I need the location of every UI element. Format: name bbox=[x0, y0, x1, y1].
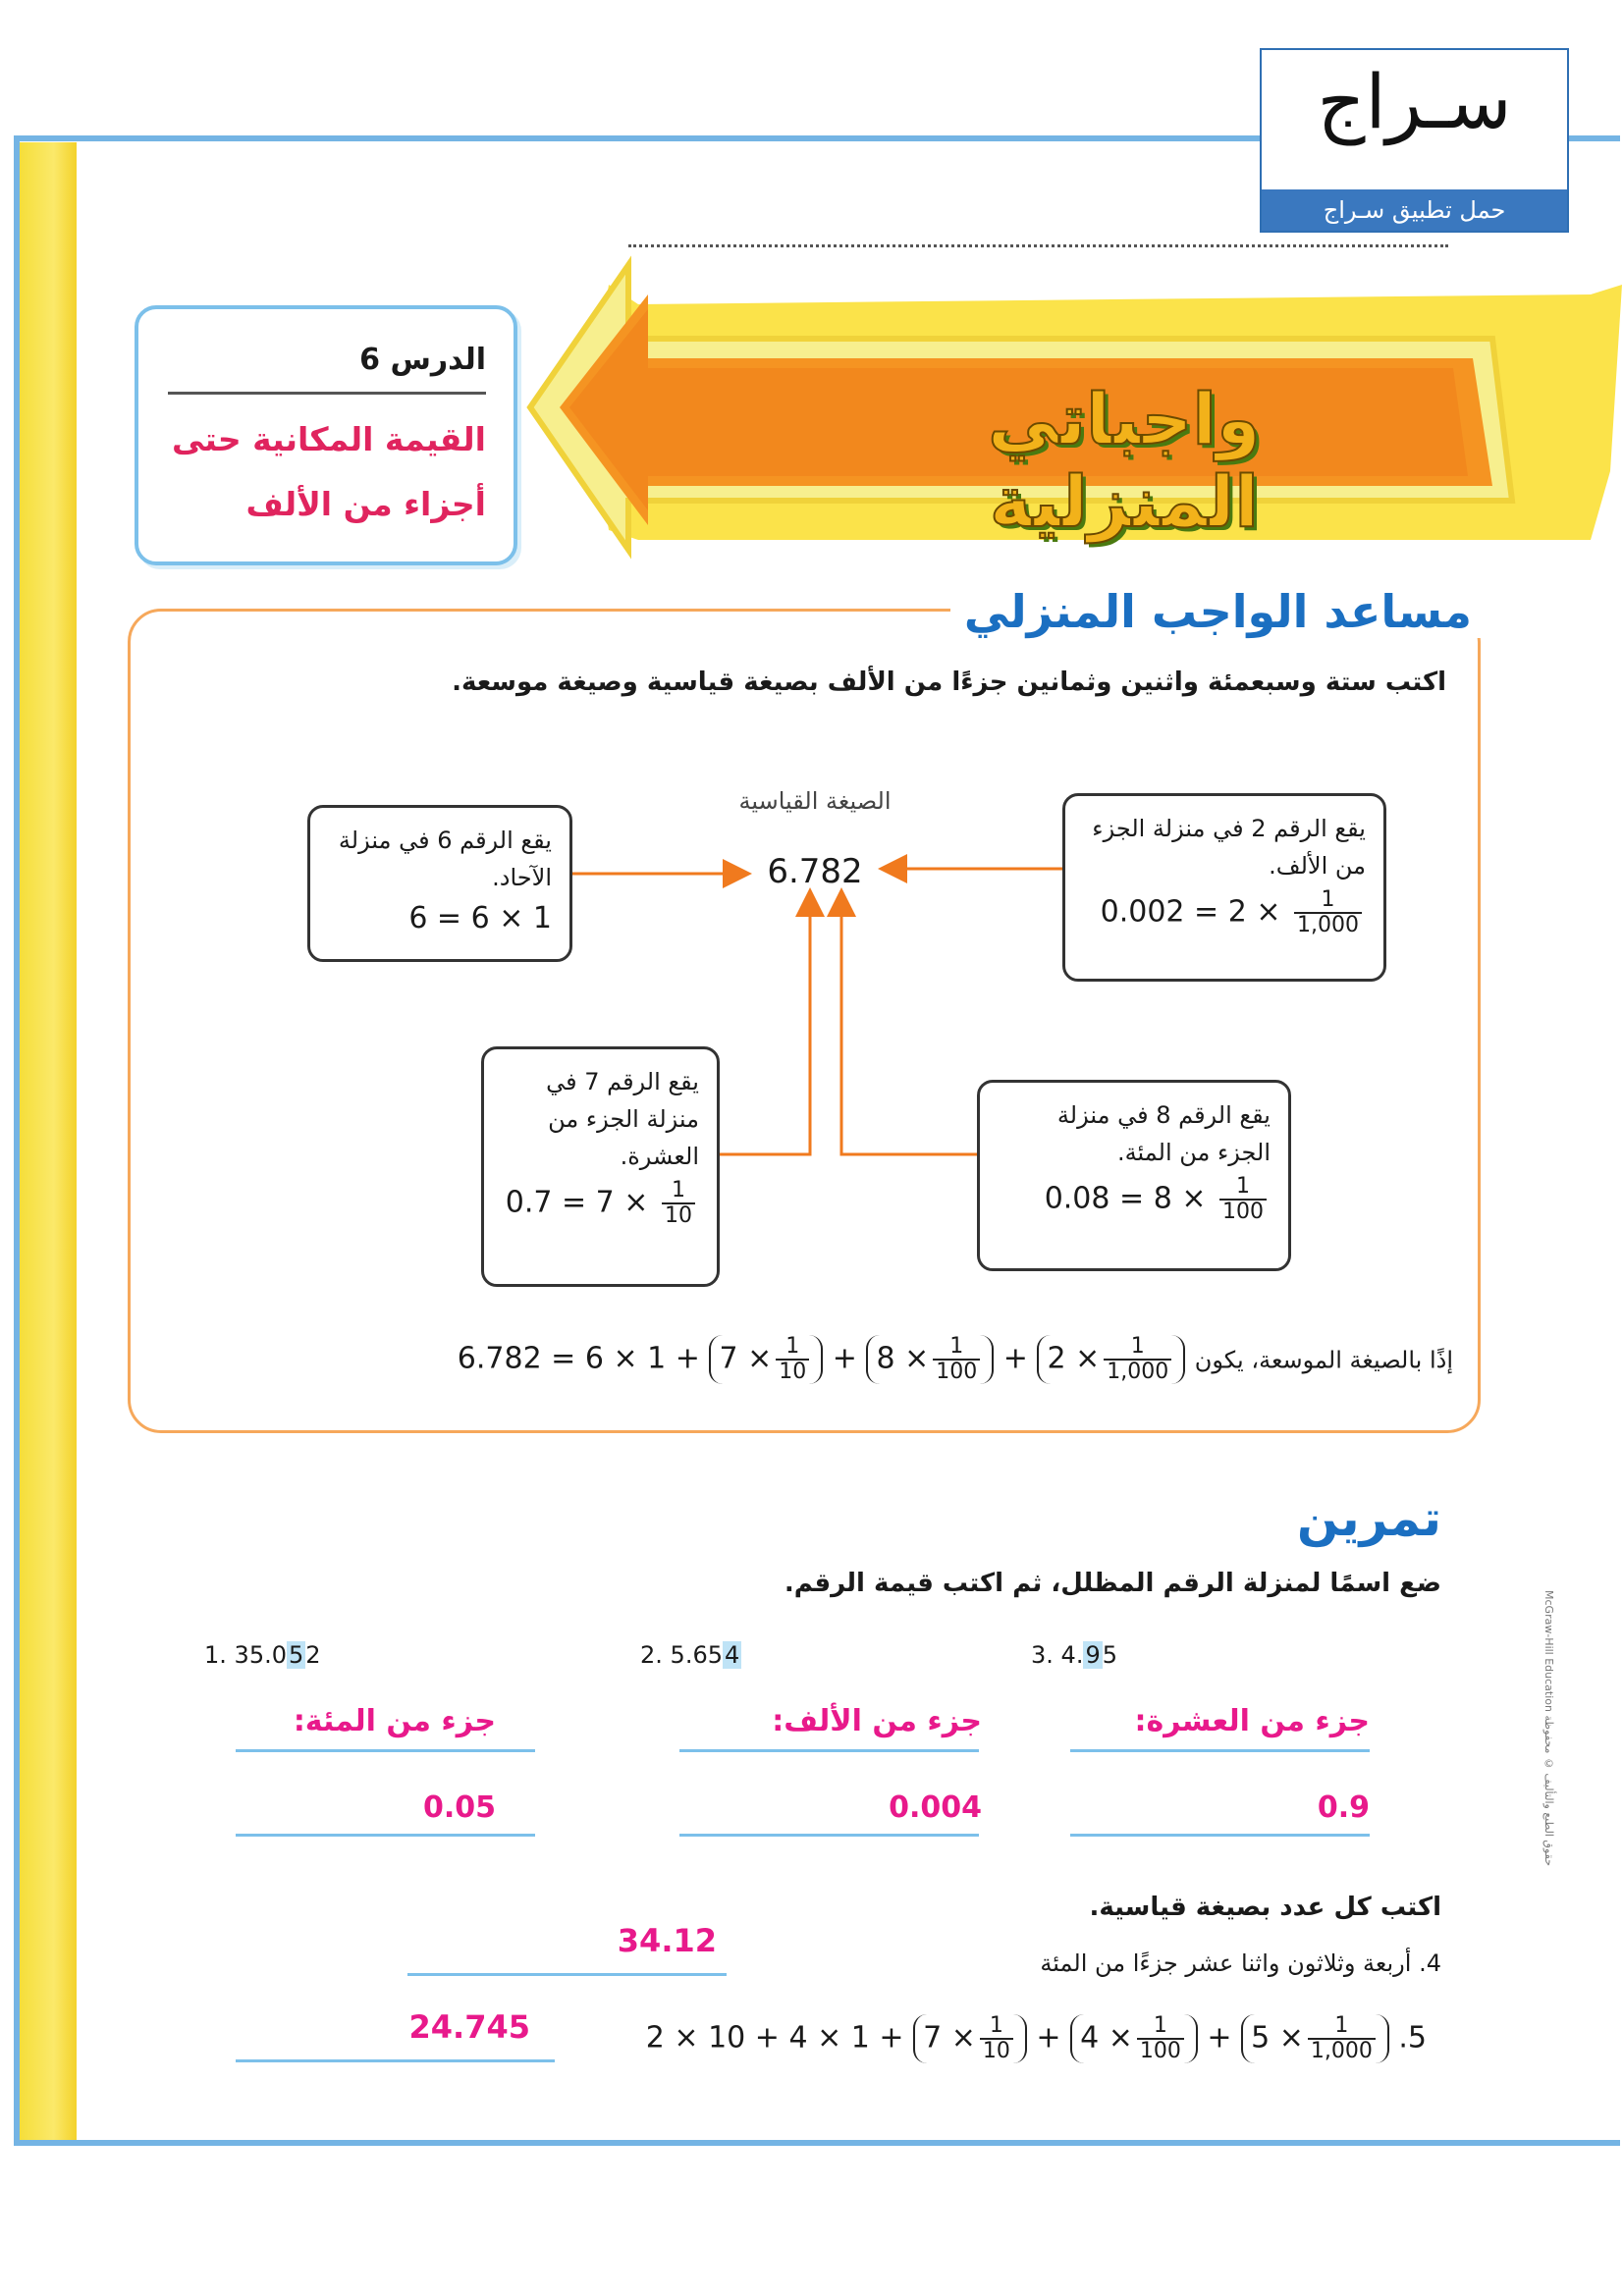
ones-place-equation: 6 = 6 × 1 bbox=[408, 901, 552, 935]
thousandths-place-text: يقع الرقم 2 في منزلة الجزء من الألف. bbox=[1092, 815, 1366, 880]
expanded-form-label: إذًا بالصيغة الموسعة، يكون bbox=[1194, 1346, 1453, 1374]
expanded-term: 5 × $\frac{1}{1,000}$ bbox=[1241, 2014, 1389, 2063]
answer-place-3: جزء من العشرة: bbox=[1134, 1704, 1370, 1738]
problem-3: 3. 4.95 bbox=[1031, 1641, 1118, 1669]
standard-form-instruction: اكتب كل عدد بصيغة قياسية. bbox=[1089, 1893, 1441, 1922]
answer-line[interactable] bbox=[236, 1749, 535, 1752]
tenths-place-box bbox=[481, 1046, 720, 1287]
logo-name: سـراج bbox=[1317, 58, 1512, 145]
question-4-answer: 34.12 bbox=[617, 1922, 717, 1959]
answer-place-2: جزء من الألف: bbox=[772, 1704, 982, 1738]
standard-form-label: الصيغة القياسية bbox=[738, 787, 892, 815]
hundredths-place-equation: 0.08 = 8 × $\frac{1}{100}$ bbox=[998, 1175, 1271, 1224]
answer-line[interactable] bbox=[1070, 1834, 1370, 1837]
expanded-term: 4 × $\frac{1}{100}$ bbox=[1070, 2014, 1198, 2063]
copyright-note: McGraw-Hill Education حقوق الطبع والتأليف © محفوظة bbox=[1542, 1590, 1555, 1867]
shaded-digit: 9 bbox=[1085, 1641, 1101, 1669]
question-5: 2 × 10 + 4 × 1 + 7 × $\frac{1}{10}$ + 4 × $\frac{1}{100}$ + 5 × $\frac{1}{1,000}$ .5 bbox=[645, 2013, 1427, 2063]
ones-place-text: يقع الرقم 6 في منزلة الآحاد. bbox=[338, 827, 552, 891]
expanded-term: 7 × $\frac{1}{10}$ bbox=[709, 1335, 823, 1384]
tenths-place-text: يقع الرقم 7 في منزلة الجزء من العشرة. bbox=[546, 1068, 699, 1170]
expanded-term: 8 × $\frac{1}{100}$ bbox=[866, 1335, 994, 1384]
standard-form-number: 6.782 bbox=[767, 852, 863, 891]
answer-line[interactable] bbox=[236, 1834, 535, 1837]
lesson-title-line2: أجزاء من الألف bbox=[245, 485, 486, 523]
thousandths-place-equation: 0.002 = 2 × $\frac{1}{1,000}$ bbox=[1083, 888, 1366, 937]
question-5-answer: 24.745 bbox=[408, 2008, 530, 2046]
expanded-term: 2 × $\frac{1}{1,000}$ bbox=[1037, 1335, 1185, 1384]
lesson-number: الدرس 6 bbox=[359, 343, 486, 377]
answer-line[interactable] bbox=[236, 2059, 555, 2062]
problem-2: 2. 5.654 bbox=[640, 1641, 740, 1669]
answer-line[interactable] bbox=[407, 1973, 727, 1976]
ones-place-box bbox=[307, 805, 572, 962]
practice-instruction: ضع اسمًا لمنزلة الرقم المظلل، ثم اكتب قيمة الرقم. bbox=[784, 1569, 1441, 1598]
answer-line[interactable] bbox=[679, 1834, 979, 1837]
homework-title: واجباتي المنزلية bbox=[988, 378, 1261, 543]
hundredths-place-text: يقع الرقم 8 في منزلة الجزء من المئة. bbox=[1056, 1101, 1271, 1166]
helper-instruction: اكتب ستة وسبعمئة واثنين وثمانين جزءًا من الألف بصيغة قياسية وصيغة موسعة. bbox=[452, 667, 1446, 697]
problem-1: 1. 35.052 bbox=[204, 1641, 321, 1669]
answer-value-1: 0.05 bbox=[422, 1790, 496, 1825]
practice-title: تمرين bbox=[1296, 1490, 1441, 1547]
lesson-title-line1: القيمة المكانية حتى bbox=[172, 420, 486, 458]
shaded-digit: 5 bbox=[288, 1641, 304, 1669]
shaded-digit: 4 bbox=[724, 1641, 740, 1669]
tenths-place-equation: 0.7 = 7 × $\frac{1}{10}$ bbox=[502, 1179, 699, 1228]
hundredths-place-box bbox=[977, 1080, 1291, 1271]
answer-place-1: جزء من المئة: bbox=[293, 1704, 496, 1738]
answer-line[interactable] bbox=[679, 1749, 979, 1752]
answer-value-3: 0.9 bbox=[1317, 1790, 1370, 1825]
logo-tagline: حمل تطبيق سـراج bbox=[1262, 189, 1567, 231]
question-4: 4. أربعة وثلاثون واثنا عشر جزءًا من المئة bbox=[1040, 1949, 1441, 1977]
helper-title: مساعد الواجب المنزلي bbox=[950, 585, 1486, 638]
expanded-term: 7 × $\frac{1}{10}$ bbox=[913, 2014, 1027, 2063]
expanded-form-line: 6.782 = 6 × 1 + 7 × $\frac{1}{10}$ + 8 × $\frac{1}{100}$ + 2 × $\frac{1}{1,000}$ إذًا بالصيغة الموسعة، يكون bbox=[457, 1334, 1453, 1384]
answer-value-2: 0.004 bbox=[889, 1790, 982, 1825]
answer-line[interactable] bbox=[1070, 1749, 1370, 1752]
thousandths-place-box bbox=[1062, 793, 1386, 982]
